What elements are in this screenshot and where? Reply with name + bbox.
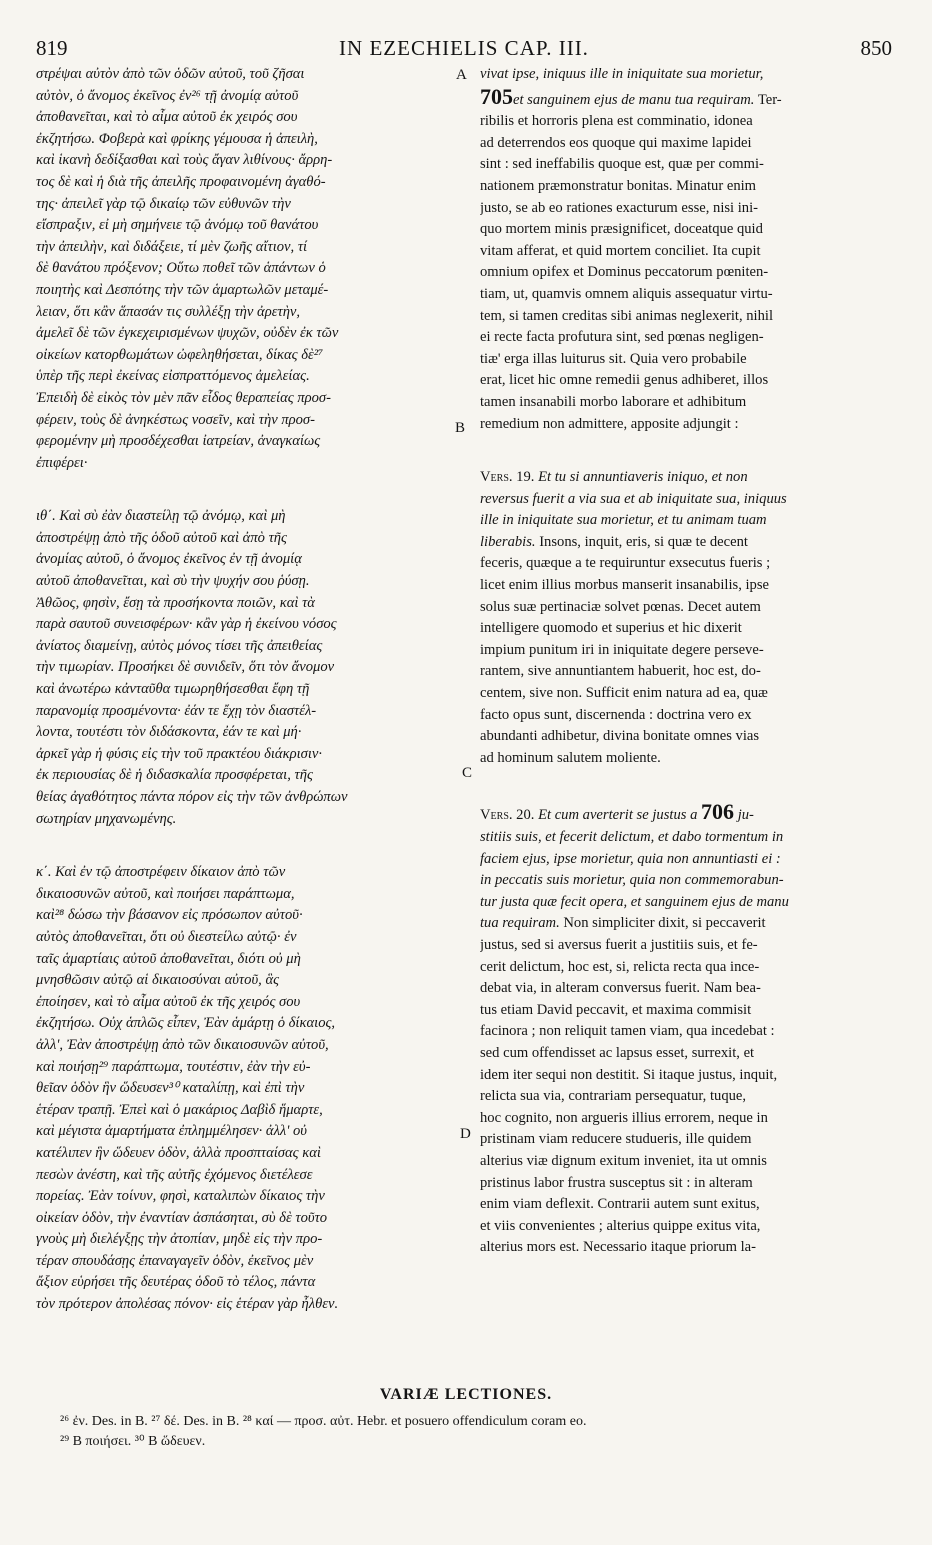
text-line: ὑπὲρ τῆς περὶ ἐκείνας εἰσπραττόμενος ἀμελείας. xyxy=(36,368,310,385)
latin-line: tur justa quæ fecit opera, et sanguinem ejus de manu xyxy=(480,893,789,910)
text-line: ιθ΄. Καὶ σὺ ἐὰν διαστείλῃ τῷ ἀνόμῳ, καὶ μὴ xyxy=(36,508,286,525)
verse-label: Vers. 19. xyxy=(480,469,535,486)
column-number: 706 xyxy=(701,801,735,825)
latin-italic-text: Et tu si annuntiaveris iniquo, et non xyxy=(538,469,748,486)
latin-line: stitiis suis, et fecerit delictum, et dabo tormentum in xyxy=(480,829,784,845)
margin-letter-c: C xyxy=(462,765,473,781)
text-line: φέρειν, τοὺς δὲ ἀνηκέστως νοσεῖν, καὶ τὴν προσ- xyxy=(36,411,315,428)
text-line: vitam afferat, et quid mortem conciliet. Ita cupit xyxy=(480,242,761,259)
latin-line: in peccatis suis morietur, quia non commemorabun- xyxy=(480,872,784,889)
text-line: κατέλιπεν ἣν ὥδευεν ὁδὸν, ἀλλὰ προσπταίσας καὶ xyxy=(36,1144,321,1161)
text-line: sint : sed ineffabilis quoque est, quæ per commi- xyxy=(480,156,764,173)
text-line: ποιητὴς καὶ Δεσπότης τὴν τῶν ἁμαρτωλῶν μεταμέ- xyxy=(36,281,329,298)
text-line: omnium opifex et Dominus peccatorum pœniten- xyxy=(480,264,769,281)
page-header xyxy=(36,36,892,64)
text-line: αὐτὸς ἀποθανεῖται, ὅτι οὐ διεστείλω αὐτῷ· ἐν xyxy=(36,928,297,945)
text-line: ταῖς ἁμαρτίαις αὐτοῦ ἀποθανεῖται, διότι οὐ μὴ xyxy=(36,950,301,967)
text-line: intelligere quomodo et superius et hic dixerit xyxy=(480,620,742,637)
text-line: παρὰ σαυτοῦ συνεισφέρων· κἂν γὰρ ἡ ἐκείνου νόσος xyxy=(36,616,337,633)
text-line: ad deterrendos eos quoque qui maxime lapidei xyxy=(480,134,752,151)
text-line: καὶ ἱκανὴ δεδίξασθαι καὶ τοὺς ἄγαν λιθίνους· ἄρρη- xyxy=(36,152,333,169)
text-line: καὶ ἀνωτέρω κἀνταῦθα τιμωρηθήσεσθαι ἔφη τῇ xyxy=(36,681,310,698)
latin-italic-text: et sanguinem ejus de manu tua requiram. xyxy=(513,91,755,108)
text-line: πορείας. Ἐὰν τοίνυν, φησὶ, καταλιπὼν δίκαιος τὴν xyxy=(36,1188,325,1205)
text-line: centem, sive non. Sufficit enim natura ad ea, quæ xyxy=(480,685,768,702)
text-line: licet enim illius morbus manserit insanabilis, ipse xyxy=(480,577,769,594)
latin-line: faciem ejus, ipse morietur, quia non annuntiasti ei : xyxy=(480,850,781,867)
latin-text: Insons, inquit, eris, si quæ te decent xyxy=(535,533,748,550)
text-line: tiæ' erga illas luiturus sit. Quia vero probabile xyxy=(480,350,747,367)
column-number: 705 xyxy=(480,85,513,109)
text-line: justo, se ab eo rationes exacturum esse, nisi ini- xyxy=(480,199,759,216)
latin-paragraph-2 xyxy=(480,553,892,769)
text-line: θεῖαν ὁδὸν ἣν ὥδευσεν³⁰ καταλίπῃ, καὶ ἐπὶ τὴν xyxy=(36,1080,305,1097)
text-line: αὐτὸν, ὁ ἄνομος ἐκεῖνος ἐν²⁶ τῇ ἀνομίᾳ αὐτοῦ xyxy=(36,87,299,104)
text-line: τέραν σπουδάσῃς ἐπαναγαγεῖν ὁδὸν, ἐκεῖνος μὲν xyxy=(36,1252,314,1269)
latin-text: Ter- xyxy=(754,91,782,108)
greek-paragraph-2 xyxy=(36,506,460,830)
greek-paragraph-1 xyxy=(36,64,460,474)
page-number-left: 819 xyxy=(36,36,68,60)
footnote-line-2: ²⁹ B ποιήσει. ³⁰ B ὥδευεν. xyxy=(60,1434,206,1449)
latin-line xyxy=(480,532,892,554)
page-number-right: 850 xyxy=(860,36,892,60)
text-line: Ἀθῶος, φησὶν, ἔσῃ τὰ προσήκοντα ποιῶν, καὶ τὰ xyxy=(36,594,315,611)
running-title: IN EZECHIELIS CAP. III. xyxy=(339,36,589,60)
text-line: tamen insanabili morbo laborare et adhibitum xyxy=(480,393,747,410)
text-line: σωτηρίαν μηχανωμένης. xyxy=(36,810,177,827)
text-line: αὐτοῦ ἀποθανεῖται, καὶ σὺ τὴν ψυχήν σου ῥύσῃ. xyxy=(36,573,310,590)
text-line: λοντα, τουτέστι τὸν διδάσκοντα, ἐάν τε καὶ μή· xyxy=(36,724,302,741)
latin-italic-text: vivat ipse, iniquus ille in iniquitate sua morietur, xyxy=(480,66,764,82)
text-line: nationem præmonstratur bonitas. Minatur enim xyxy=(480,177,757,194)
text-line: παρανομίᾳ προσμένοντα· ἐάν τε ἔχῃ τὸν διαστέλ- xyxy=(36,702,317,719)
text-line: λειαν, ὅτι κἂν ἅπασάν τις συλλέξῃ τὴν ἀρετὴν, xyxy=(36,303,301,320)
latin-line xyxy=(480,86,892,112)
text-line: ἄξιον εὑρήσει τῆς δευτέρας ὁδοῦ τὸ τέλος, πάντα xyxy=(36,1274,316,1291)
text-line: στρέψαι αὐτὸν ἀπὸ τῶν ὁδῶν αὐτοῦ, τοῦ ζῆσαι xyxy=(36,66,305,82)
text-line: ἀποστρέψῃ ἀπὸ τῆς ὁδοῦ αὐτοῦ καὶ ἀπὸ τῆς xyxy=(36,529,287,546)
text-line: erat, licet hic omne remedii genus adhiberet, illos xyxy=(480,372,769,389)
text-line: cerit delictum, hoc est, si, relicta recta qua ince- xyxy=(480,958,760,975)
text-line: οἰκείαν ὁδὸν, τὴν ἐναντίαν ἀσπάσηται, σὺ δὲ τοῦτο xyxy=(36,1209,328,1226)
margin-letter-a: A xyxy=(456,67,467,83)
margin-letter-b: B xyxy=(455,420,466,436)
latin-column xyxy=(480,64,892,1259)
variae-lectiones-title: VARIÆ LECTIONES. xyxy=(379,1386,553,1403)
latin-italic-text: ju- xyxy=(737,807,754,824)
latin-italic-text: tua requiram. xyxy=(480,915,560,932)
text-line: relicta sua via, contrariam persequatur, tuque, xyxy=(480,1088,747,1105)
verse-label: Vers. 20. xyxy=(480,807,535,824)
text-line: ἐποίησεν, καὶ τὸ αἷμα αὐτοῦ ἐκ τῆς χειρός σου xyxy=(36,993,301,1010)
text-line: ad hominum salutem moliente. xyxy=(480,749,661,766)
text-line: facto opus sunt, discernenda : doctrina vero ex xyxy=(480,706,752,723)
text-line: ἀρκεῖ γὰρ ἡ φύσις εἰς τὴν τοῦ πρακτέου διάκρισιν· xyxy=(36,745,323,762)
latin-italic-text: liberabis. xyxy=(480,533,536,550)
latin-italic-text: Et cum averterit se justus a xyxy=(538,807,698,824)
text-line: ἀμελεῖ δὲ τῶν ἐγκεχειρισμένων ψυχῶν, οὐδὲν ἐκ τῶν xyxy=(36,325,339,342)
margin-letter-d: D xyxy=(460,1126,471,1142)
text-line: justus, sed si aversus fuerit a justitiis suis, et fe- xyxy=(480,936,758,953)
latin-paragraph-3 xyxy=(480,935,892,1259)
text-line: ἀποθανεῖται, καὶ τὸ αἷμα αὐτοῦ ἐκ χειρός σου xyxy=(36,109,298,126)
latin-line: reversus fuerit a via sua et ab iniquitate sua, iniquus xyxy=(480,490,787,507)
text-line: της· ἀπειλεῖ γὰρ τῷ δικαίῳ τῶν εὐθυνῶν τὴν xyxy=(36,195,291,212)
text-line: ἀνομίας αὐτοῦ, ὁ ἄνομος ἐκεῖνος ἐν τῇ ἀνομίᾳ xyxy=(36,551,302,568)
text-line: φερομένην μὴ προσδέχεσθαι ἰατρείαν, ἀναγκαίως xyxy=(36,433,321,450)
text-line: δικαιοσυνῶν αὐτοῦ, καὶ ποιήσει παράπτωμα, xyxy=(36,885,295,902)
text-line: εἴσπραξιν, εἰ μὴ σημήνειε τῷ ἀνόμῳ τοῦ θανάτου xyxy=(36,217,319,234)
text-line: ἀνίατος διαμείνῃ, αὐτὸς μόνος τίσει τῆς ἀπειθείας xyxy=(36,637,323,654)
text-line: ἐκζητήσω. Φοβερὰ καὶ φρίκης γέμουσα ἡ ἀπειλὴ, xyxy=(36,130,318,147)
text-line: ἐκ περιουσίας δὲ ἡ διδασκαλία προσφέρεται, τῆς xyxy=(36,767,313,784)
text-line: Ἐπειδὴ δὲ εἰκὸς τὸν μὲν πᾶν εἶδος θεραπείας προσ- xyxy=(36,389,331,406)
latin-paragraph-1 xyxy=(480,111,892,435)
text-line: impium punitum iri in iniquitate degere perseve- xyxy=(480,641,764,658)
text-line: ei recte facta profutura sint, sed pœnas negligen- xyxy=(480,329,764,346)
text-line: τὸν πρότερον ἀπολέσας πόνον· εἰς ἑτέραν γὰρ ἦλθεν. xyxy=(36,1296,339,1313)
text-line: et viis convenientes ; alterius quippe exitus vita, xyxy=(480,1217,761,1234)
text-line: solus suæ pertinaciæ solvet pœnas. Decet autem xyxy=(480,598,761,615)
text-line: facinora ; non reliquit tamen viam, qua incedebat : xyxy=(480,1023,775,1040)
text-line: feceris, quæque a te requiruntur exsecutus fueris ; xyxy=(480,555,771,572)
text-line: κ΄. Καὶ ἐν τῷ ἀποστρέφειν δίκαιον ἀπὸ τῶν xyxy=(36,864,286,881)
text-line: τὴν ἀπειλὴν, καὶ διδάξειε, τί μὲν ζωῆς αἴτιον, τί xyxy=(36,238,308,255)
latin-line xyxy=(480,64,892,86)
text-line: ἐκζητήσω. Οὐχ ἁπλῶς εἶπεν, Ἐὰν ἁμάρτῃ ὁ δίκαιος, xyxy=(36,1015,336,1032)
text-line: ribilis et horroris plena est comminatio, idonea xyxy=(480,113,753,130)
text-line: tus etiam David peccavit, et maxima commisit xyxy=(480,1001,752,1018)
latin-line xyxy=(480,913,892,935)
greek-paragraph-3 xyxy=(36,862,460,1315)
text-line: οἰκείων κατορθωμάτων ὠφεληθήσεται, δίκας δὲ²⁷ xyxy=(36,346,324,363)
text-line: tem, si tamen creditas sibi animas neglexerit, nihil xyxy=(480,307,774,324)
text-line: μνησθῶσιν αὐτῷ αἱ δικαιοσύναι αὐτοῦ, ἃς xyxy=(36,972,280,989)
text-line: πεσὼν ἀνέστη, καὶ τῆς αὐτῆς ἐχόμενος διετέλεσε xyxy=(36,1166,313,1183)
footnote-line-1: ²⁶ ἐν. Des. in B. ²⁷ δέ. Des. in B. ²⁸ καί — προσ. αὐτ. Hebr. et posuero offendiculum coram eo. xyxy=(60,1414,587,1429)
latin-line xyxy=(480,801,892,827)
text-line: τὴν τιμωρίαν. Προσήκει δὲ συνιδεῖν, ὅτι τὸν ἄνομον xyxy=(36,659,335,676)
text-line: ἑτέραν τραπῇ. Ἐπεὶ καὶ ὁ μακάριος Δαβὶδ ἥμαρτε, xyxy=(36,1101,323,1118)
text-line: sed cum offendisset ac lapsus esset, surrexit, et xyxy=(480,1044,755,1061)
text-line: γνοὺς μὴ διελέγξῃς τὴν ἀτοπίαν, μηδὲ εἰς τὴν προ- xyxy=(36,1231,323,1248)
text-line: ἐπιφέρει· xyxy=(36,454,88,471)
text-line: quo mortem minis præsignificet, doceatque quid xyxy=(480,221,763,238)
latin-line xyxy=(480,467,892,489)
text-line: pristinam viam reducere studueris, ille quidem xyxy=(480,1131,752,1148)
text-line: καὶ ποιήσῃ²⁹ παράπτωμα, τουτέστιν, ἐὰν τὴν εὐ- xyxy=(36,1058,311,1075)
text-line: hoc cognito, non argueris illius errorem, neque in xyxy=(480,1109,768,1126)
text-line: καὶ μέγιστα ἁμαρτήματα ἐπλημμέλησεν· ἀλλ' οὐ xyxy=(36,1123,307,1140)
text-line: remedium non admittere, apposite adjungit : xyxy=(480,415,739,432)
text-line: tiam, ut, quamvis omnem aliquis assequatur virtu- xyxy=(480,285,773,302)
latin-text: Non simpliciter dixit, si peccaverit xyxy=(559,915,766,932)
text-line: debat via, in alteram conversus fuerit. Nam bea- xyxy=(480,980,761,997)
text-line: pristinus labor frustra susceptus sit : in alteram xyxy=(480,1174,753,1191)
text-line: τος δὲ καὶ ἡ διὰ τῆς ἀπειλῆς προφαινομένη ἀγαθό- xyxy=(36,173,326,190)
text-line: θείας ἀγαθότητος πάντα πόρον εἰς τὴν τῶν ἀνθρώπων xyxy=(36,789,348,805)
latin-line: ille in iniquitate sua morietur, et tu animam tuam xyxy=(480,512,767,529)
text-line: ἀλλ', Ἐὰν ἀποστρέψῃ ἀπὸ τῶν δικαιοσυνῶν αὐτοῦ, xyxy=(36,1036,329,1053)
text-line: alterius viæ dignum exitum inveniet, ita ut omnis xyxy=(480,1152,767,1169)
text-line: idem iter sequi non destitit. Si itaque justus, inquit, xyxy=(480,1066,778,1083)
text-line: alterius mors est. Necessario itaque priorum la- xyxy=(480,1239,756,1256)
greek-column xyxy=(36,64,460,1316)
text-line: καὶ²⁸ δώσω τὴν βάσανον εἰς πρόσωπον αὐτοῦ· xyxy=(36,907,303,924)
text-line: δὲ θανάτου πρόξενον; Οὕτω ποθεῖ τῶν ἁπάντων ὁ xyxy=(36,260,326,277)
text-line: enim viam deflexit. Contrarii autem sunt exitus, xyxy=(480,1196,760,1213)
text-line: rantem, sive annuntiantem habuerit, hoc est, do- xyxy=(480,663,761,680)
text-line: abundanti adhibetur, divina bonitate omnes vias xyxy=(480,728,760,745)
